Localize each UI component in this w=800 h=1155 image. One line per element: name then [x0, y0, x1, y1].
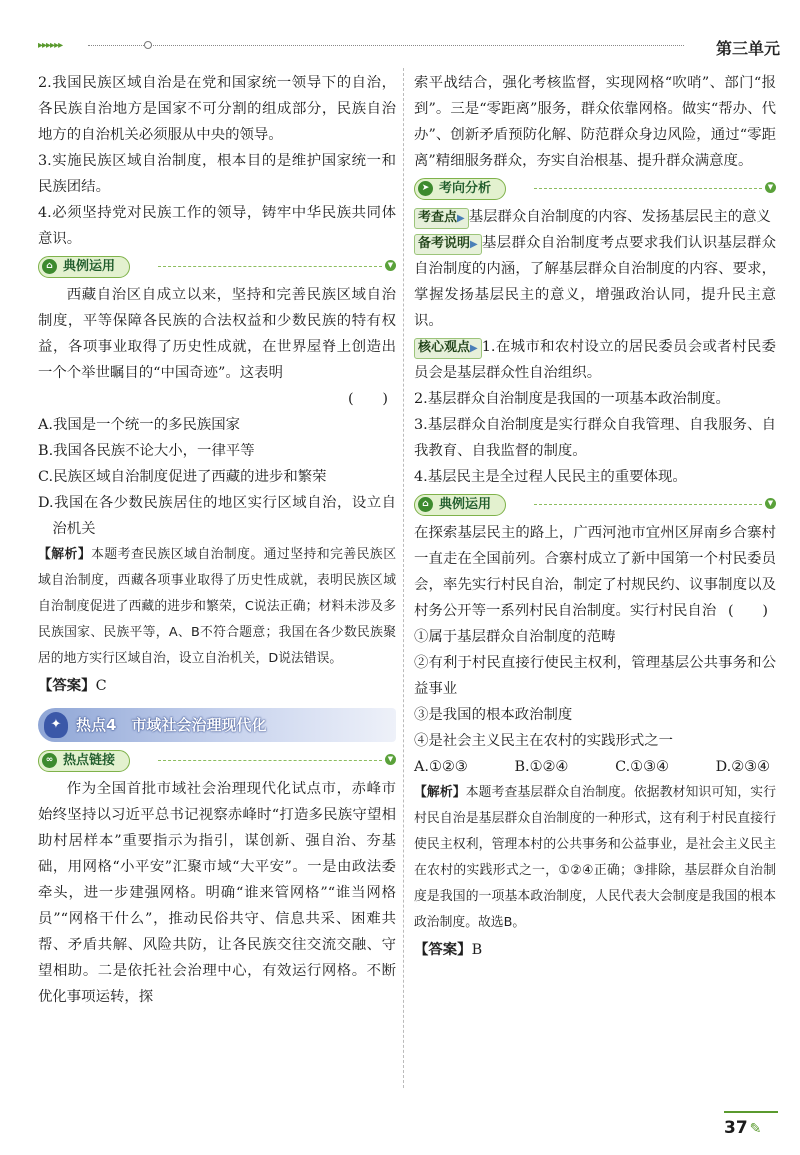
statement-3: ③是我国的根本政治制度 [414, 707, 573, 723]
answer-tag: 【答案】 [38, 678, 96, 694]
example-question-stem: 西藏自治区自成立以来，坚持和完善民族区域自治制度，平等保障各民族的合法权益和少数民族的特有权益，各项事业取得了历史性成就，在世界屋脊上创造出一个个举世瞩目的“中国奇迹”。这表明 [38, 287, 396, 381]
answer-block [38, 672, 396, 700]
analysis-block-right [414, 780, 776, 936]
analysis-tag-right: 【解析】 [414, 785, 466, 800]
example-question-stem-right: 在探索基层民主的路上，广西河池市宜州区屏南乡合寨村一直走在全国前列。合寨村成立了新中国第一个村民委员会，率先实行村民自治，制定了村规民约、议事制度以及村务公开等一系列村民自治制度。实行村民自治 [414, 525, 776, 619]
point-3: 3.实施民族区域自治制度，根本目的是维护国家统一和民族团结。 [38, 153, 396, 195]
column-divider [403, 68, 404, 1088]
hexin-point-3: 3.基层群众自治制度是实行群众自我管理、自我服务、自我教育、自我监督的制度。 [414, 417, 776, 459]
answer-value-right: B [471, 942, 483, 958]
analysis-block [38, 542, 396, 672]
option-c: C.民族区域自治制度促进了西藏的进步和繁荣 [38, 469, 327, 485]
beikao: 备考说明▶ 基层群众自治制度考点要求我们认识基层群众自治制度的内涵，了解基层群众自治制度的内容、要求，掌握发扬基层民主的意义，增强政治认同，提升民主意识。 [414, 235, 776, 329]
direction-title: ➤ 考向分析 [414, 178, 506, 200]
hot-link-continued: 索平战结合，强化考核监督，实现网格“吹哨”、部门“报到”。三是“零距离”服务，群众依靠网格。做实“帮办、代办”、创新矛盾预防化解、防范群众身边风险，通过“零距离”精细服务群众，夯实自治根基、提升群众满意度。 [414, 75, 776, 169]
header-rule [88, 45, 684, 46]
chevron-down-icon: ▼ [385, 754, 396, 765]
header-dot [144, 41, 152, 49]
analysis-text: 本题考查民族区域自治制度。通过坚持和完善民族区域自治制度，西藏各项事业取得了历史性成就，表明民族区域自治制度促进了西藏的进步和繁荣，C说法正确；材料未涉及多民族国家、民族平等，A、B不符合题意；我国在各少数民族聚居的地方实行区域自治，设立自治机关，D说法错误。 [38, 547, 397, 666]
kaochadian: 考查点▶ 基层群众自治制度的内容、发扬基层民主的意义 [414, 204, 776, 230]
answer-bracket: ( ) [347, 391, 388, 407]
hot-link-text: 作为全国首批市域社会治理现代化试点市，赤峰市始终坚持以习近平总书记视察赤峰时“打造多民族守望相助村居样本”重要指示为指引，谋创新、强自治、夯基础，用网格“小平安”汇聚市域“大平安”。一是由政法委牵头，进一步建强网格。明确“谁来管网格”“谁当网格员”“网格干什么”，推动民俗共守、信息共采、困难共帮、矛盾共解、风险共防，让各民族交往交流交融、守望相助。二是依托社会治理中心，有效运行网格。不断优化事项运转，探 [38, 781, 396, 1005]
example-section-header-right [414, 494, 776, 514]
choice-a: A.①②③ [414, 759, 468, 775]
statement-4: ④是社会主义民主在农村的实践形式之一 [414, 733, 674, 749]
chevron-down-icon: ▼ [765, 182, 776, 193]
hexin-point-1: 核心观点▶ 1.在城市和农村设立的居民委员会或者村民委员会是基层群众性自治组织。 [414, 339, 776, 381]
hexin-tag: 核心观点▶ [414, 338, 482, 359]
option-d: D.我国在各少数民族居住的地区实行区域自治，设立自治机关 [38, 495, 396, 537]
left-column [38, 70, 396, 1010]
choice-c: C.①③④ [615, 759, 669, 775]
point-4: 4.必须坚持党对民族工作的领导，铸牢中华民族共同体意识。 [38, 205, 396, 247]
analysis-text-right: 本题考查基层群众自治制度。依据教材知识可知，实行村民自治是基层群众自治制度的一种形式，这有利于村民直接行使民主权利，管理本村的公共事务和公益事业，是社会主义民主在农村的实践形式之一，①②④正确；③排除，基层群众自治制度是我国的一项基本政治制度，人民代表大会制度是我国的根本政治制度。故选B。 [414, 785, 777, 930]
beikao-tag: 备考说明▶ [414, 234, 482, 255]
hexin-point-2: 2.基层群众自治制度是我国的一项基本政治制度。 [414, 391, 730, 407]
house-icon: ⌂ [418, 497, 433, 512]
choice-b: B.①②④ [514, 759, 569, 775]
page-number: 37 ✎ [724, 1111, 778, 1143]
header-arrows: ▸▸▸▸▸▸ [38, 40, 63, 51]
house-icon: ⌂ [42, 259, 57, 274]
example-title: ⌂ 典例运用 [38, 256, 130, 278]
hotspot-banner [38, 708, 396, 742]
pen-icon: ✎ [749, 1121, 762, 1137]
example-section-header [38, 256, 396, 276]
direction-section-header [414, 178, 776, 198]
option-a: A.我国是一个统一的多民族国家 [38, 417, 241, 433]
compass-icon: ➤ [418, 181, 433, 196]
example-title-right: ⌂ 典例运用 [414, 494, 506, 516]
answer-value: C [95, 678, 107, 694]
hot-link-title: ∞ 热点链接 [38, 750, 130, 772]
choice-d: D.②③④ [715, 759, 770, 775]
chevron-down-icon: ▼ [385, 260, 396, 271]
hot-link-section-header [38, 750, 396, 770]
point-2: 2.我国民族区域自治是在党和国家统一领导下的自治，各民族自治地方是国家不可分割的组成部分，民族自治地方的自治机关必须服从中央的领导。 [38, 75, 396, 143]
chevron-down-icon: ▼ [765, 498, 776, 509]
analysis-tag: 【解析】 [38, 547, 92, 562]
hexin-point-4: 4.基层民主是全过程人民民主的重要体现。 [414, 469, 687, 485]
answer-block-right [414, 936, 776, 964]
link-icon: ∞ [42, 753, 57, 768]
hotspot-title: 热点4 市域社会治理现代化 [76, 716, 267, 734]
statement-1: ①属于基层群众自治制度的范畴 [414, 629, 616, 645]
answer-bracket-right: ( ) [727, 603, 768, 619]
kaochadian-tag: 考查点▶ [414, 208, 469, 229]
choices-row [414, 754, 776, 780]
right-column [414, 70, 776, 964]
statement-2: ②有利于村民直接行使民主权利，管理基层公共事务和公益事业 [414, 655, 776, 697]
option-b: B.我国各民族不论大小，一律平等 [38, 443, 255, 459]
flame-icon: ✦ [44, 712, 68, 738]
unit-title: 第三单元 [715, 39, 780, 58]
answer-tag-right: 【答案】 [414, 942, 472, 958]
